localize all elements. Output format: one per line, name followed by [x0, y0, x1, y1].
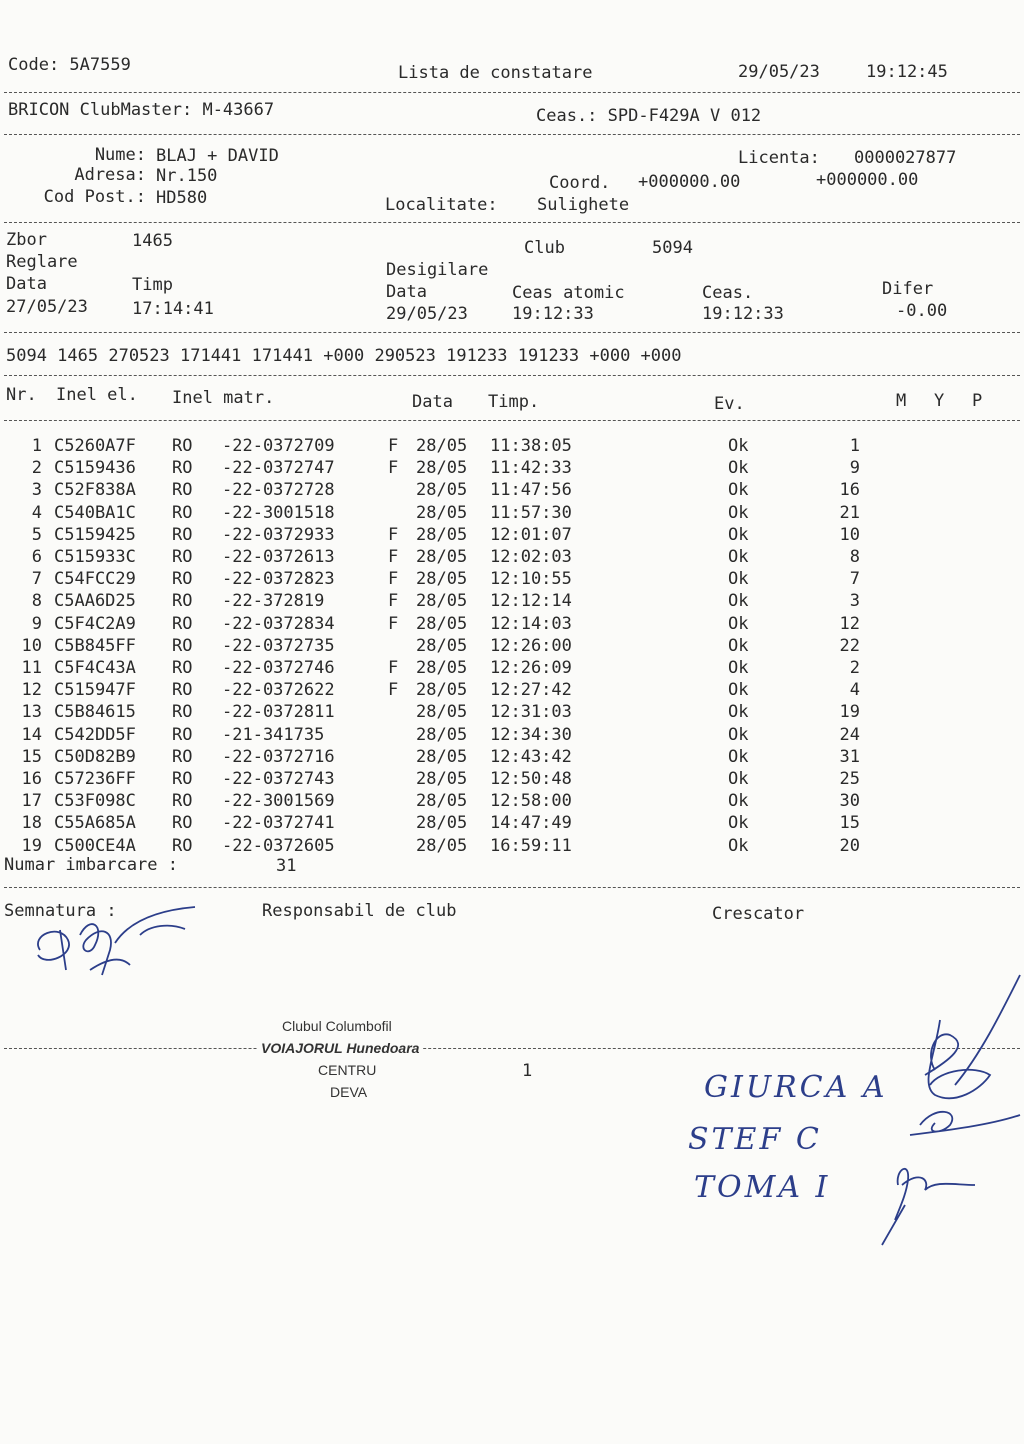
- row-inel-matr: -22-0372747: [222, 458, 335, 479]
- col-inel-matr: Inel matr.: [172, 388, 275, 408]
- row-date: 28/05: [416, 569, 468, 590]
- owner-address: Nr.150: [156, 166, 218, 186]
- row-nr: 9: [31, 613, 42, 634]
- semnatura-label: Semnatura :: [4, 901, 117, 921]
- row-time: 12:01:07: [490, 524, 572, 545]
- responsabil-label: Responsabil de club: [262, 901, 457, 921]
- row-country: RO: [172, 746, 193, 767]
- row-ev: Ok: [728, 635, 749, 656]
- row-nr: 13: [21, 702, 42, 723]
- row-flag: F: [388, 458, 399, 479]
- row-time: 12:31:03: [490, 702, 572, 723]
- licence-number: 0000027877: [854, 148, 957, 168]
- row-inel-matr: -22-0372605: [222, 835, 335, 856]
- row-flag: F: [388, 591, 399, 612]
- row-inel-el: C515933C: [54, 547, 136, 567]
- divider: [4, 375, 1020, 376]
- table-row: [0, 547, 1024, 569]
- row-inel-el: C5F4C2A9: [54, 613, 136, 634]
- row-inel-matr: -22-0372613: [222, 547, 335, 567]
- reglare-data-label: Data: [6, 274, 47, 294]
- row-nr: 16: [21, 769, 42, 789]
- row-flag: F: [388, 569, 399, 590]
- handwritten-name-1: GIURCA A: [704, 1070, 888, 1105]
- coord-y: +000000.00: [816, 170, 919, 190]
- row-country: RO: [172, 724, 193, 745]
- desig-data: 29/05/23: [386, 304, 468, 324]
- row-inel-matr: -22-0372823: [222, 569, 335, 590]
- imbarcare-label: Numar imbarcare :: [4, 855, 178, 875]
- postal-label: Cod Post.:: [43, 187, 146, 207]
- row-country: RO: [172, 613, 193, 634]
- row-flag: F: [388, 524, 399, 545]
- row-country: RO: [172, 458, 193, 479]
- row-date: 28/05: [416, 791, 468, 812]
- row-country: RO: [172, 569, 193, 590]
- row-nr: 3: [31, 480, 42, 501]
- row-inel-el: C50D82B9: [54, 746, 136, 767]
- row-time: 12:58:00: [490, 791, 572, 812]
- row-nr: 6: [31, 547, 42, 567]
- row-inel-el: C57236FF: [54, 769, 136, 789]
- crescator-label: Crescator: [712, 904, 805, 924]
- print-date: 29/05/23: [738, 62, 820, 82]
- summary-line: 5094 1465 270523 171441 171441 +000 290523 191233 191233 +000 +000: [6, 346, 682, 366]
- row-ev: Ok: [728, 458, 749, 479]
- row-rank: 15: [839, 813, 860, 834]
- row-flag: F: [388, 658, 399, 678]
- signature-scribble: [880, 975, 1020, 1245]
- row-date: 28/05: [416, 680, 468, 701]
- row-time: 12:34:30: [490, 724, 572, 745]
- table-row: [0, 791, 1024, 813]
- row-inel-matr: -22-0372933: [222, 524, 335, 545]
- locality-label: Localitate:: [385, 195, 498, 215]
- club-value: 5094: [652, 238, 693, 258]
- code-label: Code: 5A7559: [8, 55, 131, 75]
- row-date: 28/05: [416, 835, 468, 856]
- row-ev: Ok: [728, 436, 749, 456]
- row-flag: F: [388, 613, 399, 634]
- row-date: 28/05: [416, 702, 468, 723]
- stamp-line-1: Clubul Columbofil: [282, 1018, 392, 1034]
- table-row: [0, 614, 1024, 636]
- owner-postal: HD580: [156, 188, 208, 208]
- table-row: [0, 569, 1024, 591]
- row-rank: 2: [849, 658, 860, 678]
- row-nr: 1: [31, 436, 42, 456]
- row-ev: Ok: [728, 658, 749, 678]
- row-date: 28/05: [416, 769, 468, 789]
- row-inel-el: C5B84615: [54, 702, 136, 723]
- row-time: 12:14:03: [490, 613, 572, 634]
- row-country: RO: [172, 791, 193, 812]
- row-nr: 8: [31, 591, 42, 612]
- handwritten-name-3: TOMA I: [694, 1170, 831, 1205]
- row-rank: 16: [839, 480, 860, 501]
- row-ev: Ok: [728, 613, 749, 634]
- address-label: Adresa:: [74, 165, 146, 185]
- divider: [4, 887, 1020, 888]
- reglare-label: Reglare: [6, 252, 78, 272]
- divider: [4, 420, 1020, 421]
- row-country: RO: [172, 502, 193, 523]
- col-m: M: [896, 391, 907, 411]
- ceas-value: 19:12:33: [702, 304, 784, 324]
- row-nr: 17: [21, 791, 42, 812]
- stamp-line-4: DEVA: [330, 1084, 368, 1100]
- table-row: [0, 769, 1024, 791]
- row-time: 11:47:56: [490, 480, 572, 501]
- imbarcare-value: 31: [276, 856, 297, 876]
- row-inel-el: C515947F: [54, 680, 136, 701]
- row-ev: Ok: [728, 724, 749, 745]
- row-date: 28/05: [416, 458, 468, 479]
- signature-scribble: [20, 895, 220, 1005]
- table-row: [0, 503, 1024, 525]
- row-date: 28/05: [416, 591, 468, 612]
- table-row: [0, 458, 1024, 480]
- row-ev: Ok: [728, 769, 749, 789]
- row-inel-matr: -22-3001569: [222, 791, 335, 812]
- row-time: 11:57:30: [490, 502, 572, 523]
- row-inel-el: C5159436: [54, 458, 136, 479]
- row-time: 12:26:09: [490, 658, 572, 678]
- row-time: 11:42:33: [490, 458, 572, 479]
- row-ev: Ok: [728, 813, 749, 834]
- name-label: Nume:: [94, 145, 146, 165]
- col-inel-el: Inel el.: [56, 385, 138, 405]
- divider: [4, 134, 1020, 135]
- club-label: Club: [524, 238, 565, 258]
- row-country: RO: [172, 524, 193, 545]
- row-rank: 7: [849, 569, 860, 590]
- table-row: [0, 702, 1024, 724]
- row-date: 28/05: [416, 746, 468, 767]
- row-flag: F: [388, 680, 399, 701]
- row-ev: Ok: [728, 680, 749, 701]
- row-nr: 19: [21, 835, 42, 856]
- row-inel-el: C5AA6D25: [54, 591, 136, 612]
- row-nr: 14: [21, 724, 42, 745]
- zbor-value: 1465: [132, 231, 173, 251]
- row-inel-el: C54FCC29: [54, 569, 136, 590]
- row-inel-matr: -22-0372834: [222, 613, 335, 634]
- table-row: [0, 480, 1024, 502]
- row-inel-el: C52F838A: [54, 480, 136, 501]
- row-inel-el: C55A685A: [54, 813, 136, 834]
- device-id: BRICON ClubMaster: M-43667: [8, 100, 275, 120]
- row-inel-el: C542DD5F: [54, 724, 136, 745]
- row-date: 28/05: [416, 658, 468, 678]
- row-country: RO: [172, 436, 193, 456]
- handwritten-name-2: STEF C: [688, 1122, 822, 1157]
- row-flag: F: [388, 547, 399, 567]
- row-ev: Ok: [728, 591, 749, 612]
- document-title: Lista de constatare: [398, 63, 593, 83]
- row-inel-matr: -22-0372743: [222, 769, 335, 789]
- divider: [4, 1048, 1020, 1049]
- row-rank: 4: [849, 680, 860, 701]
- row-inel-el: C5B845FF: [54, 635, 136, 656]
- row-rank: 20: [839, 835, 860, 856]
- difer-value: -0.00: [896, 301, 948, 321]
- row-ev: Ok: [728, 702, 749, 723]
- stamp-line-3: CENTRU: [318, 1062, 377, 1078]
- row-inel-el: C5F4C43A: [54, 658, 136, 678]
- row-country: RO: [172, 835, 193, 856]
- row-date: 28/05: [416, 635, 468, 656]
- table-row: [0, 658, 1024, 680]
- reglare-timp-label: Timp: [132, 275, 173, 295]
- row-inel-matr: -22-0372716: [222, 746, 335, 767]
- row-nr: 11: [21, 658, 42, 678]
- licence-label: Licenta:: [738, 148, 820, 168]
- row-country: RO: [172, 591, 193, 612]
- row-date: 28/05: [416, 436, 468, 456]
- row-inel-matr: -22-0372746: [222, 658, 335, 678]
- col-p: P: [972, 391, 983, 411]
- row-date: 28/05: [416, 502, 468, 523]
- row-ev: Ok: [728, 791, 749, 812]
- row-time: 12:10:55: [490, 569, 572, 590]
- row-inel-matr: -22-0372709: [222, 436, 335, 456]
- owner-name: BLAJ + DAVID: [156, 146, 279, 166]
- row-inel-el: C500CE4A: [54, 835, 136, 856]
- row-inel-el: C53F098C: [54, 791, 136, 812]
- row-date: 28/05: [416, 480, 468, 501]
- ceas-label: Ceas.: [702, 283, 754, 303]
- col-nr: Nr.: [6, 385, 37, 405]
- table-row: [0, 813, 1024, 835]
- row-rank: 12: [839, 613, 860, 634]
- row-date: 28/05: [416, 724, 468, 745]
- row-ev: Ok: [728, 569, 749, 590]
- table-row: [0, 747, 1024, 769]
- ceas-atomic-value: 19:12:33: [512, 304, 594, 324]
- table-row: [0, 636, 1024, 658]
- row-inel-matr: -22-372819: [222, 591, 325, 612]
- row-ev: Ok: [728, 746, 749, 767]
- row-time: 12:26:00: [490, 635, 572, 656]
- print-time: 19:12:45: [866, 62, 948, 82]
- row-rank: 1: [849, 436, 860, 456]
- row-rank: 24: [839, 724, 860, 745]
- divider: [4, 222, 1020, 223]
- row-rank: 30: [839, 791, 860, 812]
- row-country: RO: [172, 769, 193, 789]
- row-ev: Ok: [728, 835, 749, 856]
- row-nr: 5: [31, 524, 42, 545]
- row-inel-matr: -21-341735: [222, 724, 325, 745]
- row-inel-el: C5159425: [54, 524, 136, 545]
- reglare-data: 27/05/23: [6, 297, 88, 317]
- row-ev: Ok: [728, 480, 749, 501]
- reglare-timp: 17:14:41: [132, 299, 214, 319]
- clock-id: Ceas.: SPD-F429A V 012: [536, 106, 762, 126]
- row-date: 28/05: [416, 524, 468, 545]
- table-row: [0, 591, 1024, 613]
- row-nr: 7: [31, 569, 42, 590]
- divider: [4, 92, 1020, 93]
- zbor-label: Zbor: [6, 230, 47, 250]
- row-inel-el: C5260A7F: [54, 436, 136, 456]
- row-flag: F: [388, 436, 399, 456]
- page-number: 1: [522, 1061, 533, 1081]
- difer-label: Difer: [882, 279, 934, 299]
- col-y: Y: [934, 391, 945, 411]
- coord-x: +000000.00: [638, 172, 741, 192]
- row-inel-matr: -22-0372811: [222, 702, 335, 723]
- row-time: 12:02:03: [490, 547, 572, 567]
- row-country: RO: [172, 813, 193, 834]
- row-inel-matr: -22-0372741: [222, 813, 335, 834]
- desigilare-label: Desigilare: [386, 260, 489, 280]
- row-rank: 19: [839, 702, 860, 723]
- row-nr: 4: [31, 502, 42, 523]
- row-nr: 15: [21, 746, 42, 767]
- row-time: 12:43:42: [490, 746, 572, 767]
- col-ev: Ev.: [714, 394, 745, 414]
- row-inel-matr: -22-0372735: [222, 635, 335, 656]
- row-time: 12:27:42: [490, 680, 572, 701]
- row-country: RO: [172, 658, 193, 678]
- row-nr: 18: [21, 813, 42, 834]
- row-country: RO: [172, 702, 193, 723]
- row-nr: 2: [31, 458, 42, 479]
- col-data: Data: [412, 392, 453, 412]
- row-time: 16:59:11: [490, 835, 572, 856]
- row-time: 14:47:49: [490, 813, 572, 834]
- table-row: [0, 525, 1024, 547]
- table-row: [0, 436, 1024, 458]
- row-date: 28/05: [416, 547, 468, 567]
- row-rank: 21: [839, 502, 860, 523]
- row-country: RO: [172, 635, 193, 656]
- row-rank: 10: [839, 524, 860, 545]
- row-inel-matr: -22-0372622: [222, 680, 335, 701]
- row-country: RO: [172, 480, 193, 501]
- row-ev: Ok: [728, 547, 749, 567]
- row-date: 28/05: [416, 613, 468, 634]
- row-country: RO: [172, 680, 193, 701]
- row-rank: 9: [849, 458, 860, 479]
- row-time: 11:38:05: [490, 436, 572, 456]
- row-inel-matr: -22-0372728: [222, 480, 335, 501]
- row-nr: 12: [21, 680, 42, 701]
- coord-label: Coord.: [549, 173, 611, 193]
- row-ev: Ok: [728, 524, 749, 545]
- row-rank: 8: [849, 547, 860, 567]
- row-rank: 25: [839, 769, 860, 789]
- row-inel-matr: -22-3001518: [222, 502, 335, 523]
- row-rank: 3: [849, 591, 860, 612]
- desig-data-label: Data: [386, 282, 427, 302]
- locality: Sulighete: [537, 195, 630, 215]
- row-time: 12:50:48: [490, 769, 572, 789]
- stamp-line-2: VOIAJORUL Hunedoara: [258, 1040, 422, 1056]
- row-rank: 22: [839, 635, 860, 656]
- ceas-atomic-label: Ceas atomic: [512, 283, 625, 303]
- row-country: RO: [172, 547, 193, 567]
- divider: [4, 332, 1020, 333]
- row-date: 28/05: [416, 813, 468, 834]
- table-row: [0, 680, 1024, 702]
- row-nr: 10: [21, 635, 42, 656]
- row-time: 12:12:14: [490, 591, 572, 612]
- row-ev: Ok: [728, 502, 749, 523]
- row-rank: 31: [839, 746, 860, 767]
- table-row: [0, 725, 1024, 747]
- row-inel-el: C540BA1C: [54, 502, 136, 523]
- col-timp: Timp.: [488, 392, 540, 412]
